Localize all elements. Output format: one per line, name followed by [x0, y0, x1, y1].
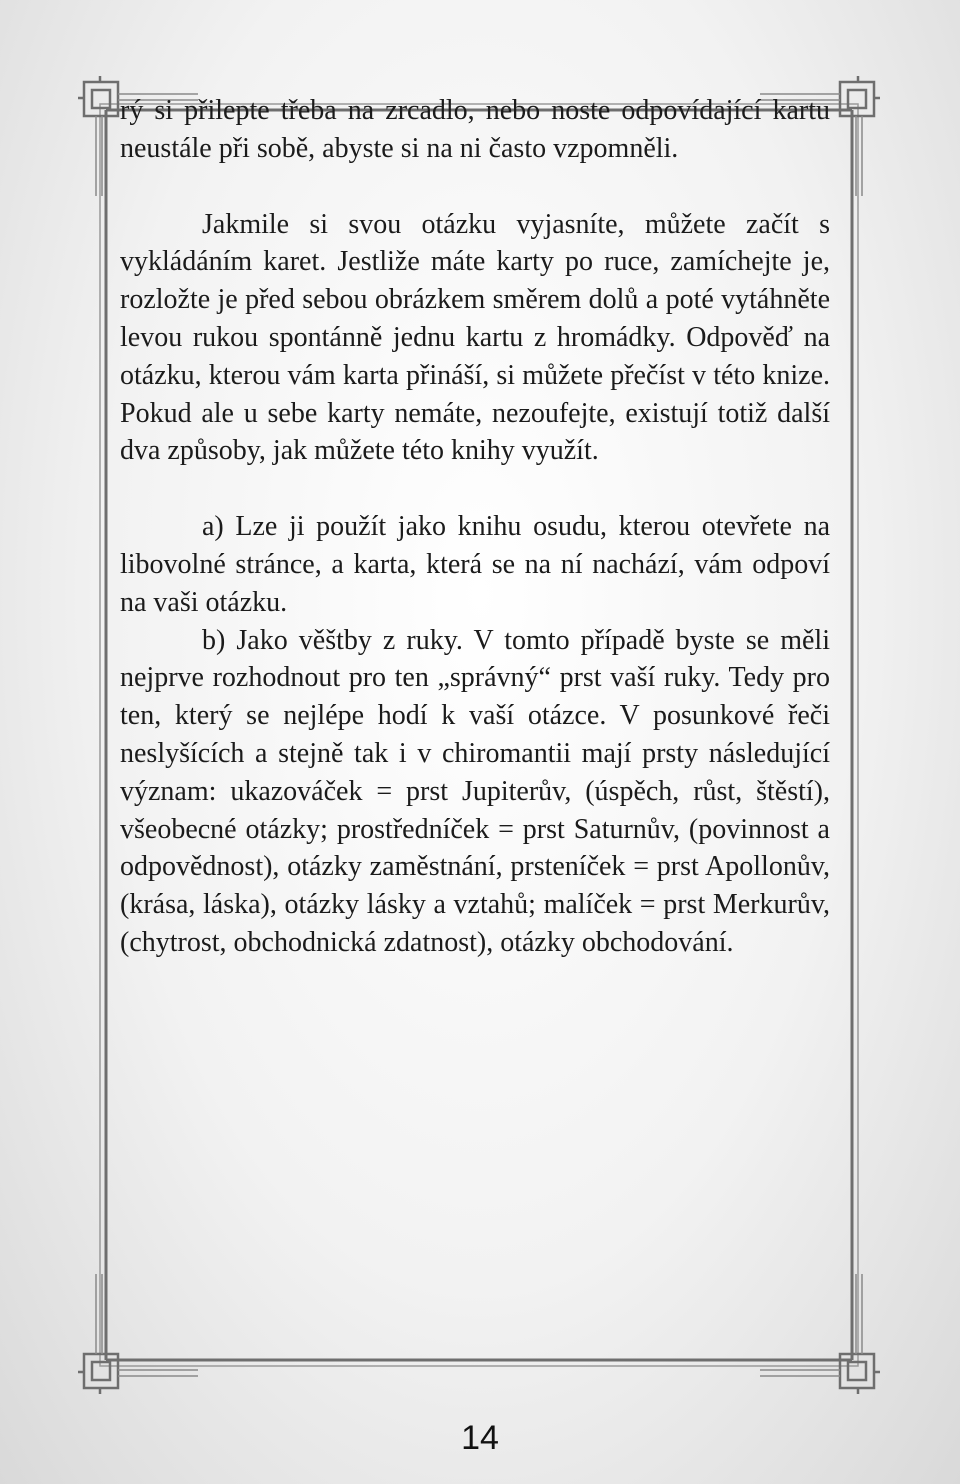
paragraph-option-a: a) Lze ji použít jako knihu osudu, kterou otevřete na libovolné stránce, a karta, která se na ní nachází, vám odpoví na vaši otázku. [120, 511, 830, 618]
paragraph-option-b: b) Jako věštby z ruky. V tomto případě byste se měli nejprve rozhodnout pro ten „správný“ prst vaší ruky. Tedy pro ten, který se nejlépe hodí k vaší otázce. V posunkové řeči neslyšících a stejně tak i v chiromantii mají prsty následující význam: ukazováček = prst Jupiterův, (úspěch, růst, štěstí), všeobecné otázky; prostředníček = prst Saturnův, (povinnost a odpovědnost), otázky zaměstnání, prsteníček = prst Apollonův, (krása, láska), otázky lásky a vztahů; malíček = prst Merkurův, (chytrost, obchodnická zdatnost), otázky obchodování. [120, 624, 830, 958]
page-number: 14 [461, 1419, 499, 1457]
paragraph-card-drawing: Jakmile si svou otázku vyjasníte, můžete začít s vykládáním karet. Jestliže máte karty po ruce, zamíchejte je, rozložte je před sebou obrázkem směrem dolů a poté vytáhněte levou rukou spontánně jednu kartu z hromádky. Odpověď na otázku, kterou vám karta přináší, si můžete přečíst v této knize. Pokud ale u sebe karty nemáte, nezoufejte, existují totiž další dva způsoby, jak můžete této knihy využít. [120, 208, 830, 467]
side-ornament-right-top [856, 116, 862, 196]
decorative-page-frame [78, 76, 880, 1394]
side-ornament-left-bottom [96, 1274, 102, 1354]
side-ornament-left-top [96, 116, 102, 196]
paragraph-continuation: rý si přilepte třeba na zrcadlo, nebo noste odpovídající kartu neustále při sobě, abyste si na ni často vzpomněli. [120, 95, 830, 164]
side-ornament-right-bottom [856, 1274, 862, 1354]
body-text [120, 92, 830, 962]
bottom-ornament-left [118, 1370, 198, 1376]
bottom-ornament-right [760, 1370, 840, 1376]
